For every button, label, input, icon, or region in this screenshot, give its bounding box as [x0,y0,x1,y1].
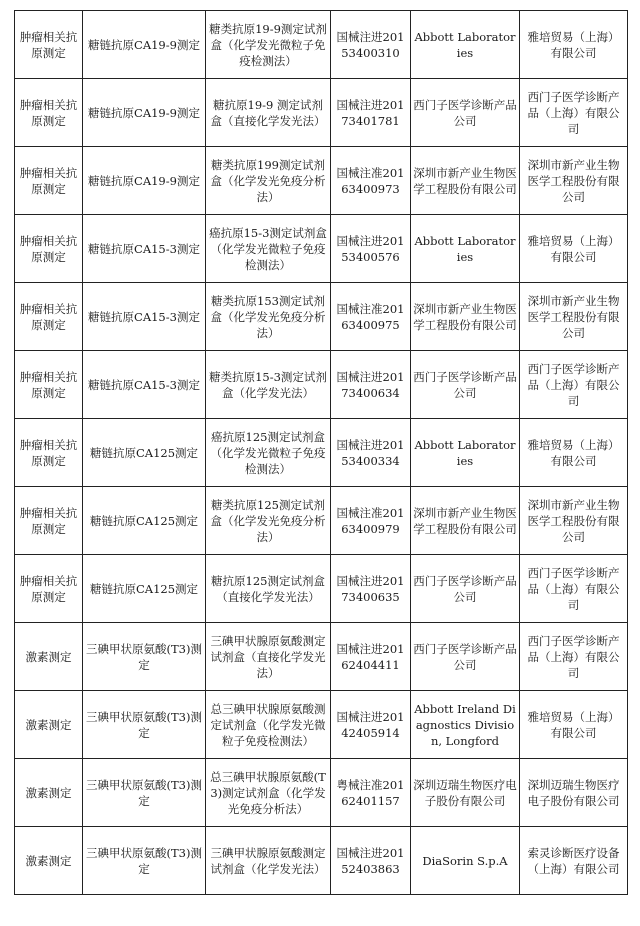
agent-cell: 西门子医学诊断产品（上海）有限公司 [520,79,628,147]
manufacturer-cell: Abbott Laboratories [411,419,520,487]
test-item-cell: 糖链抗原CA15-3测定 [83,283,206,351]
product-name-cell: 糖抗原19-9 测定试剂盒（直接化学发光法） [206,79,331,147]
registration-number-cell: 国械注进20173400634 [331,351,411,419]
manufacturer-cell: 深圳迈瑞生物医疗电子股份有限公司 [411,759,520,827]
test-item-cell: 三碘甲状原氨酸(T3)测定 [83,691,206,759]
table-row [15,691,628,759]
category-cell: 肿瘤相关抗原测定 [15,351,83,419]
manufacturer-cell: Abbott Laboratories [411,11,520,79]
manufacturer-cell: 深圳市新产业生物医学工程股份有限公司 [411,487,520,555]
category-cell: 肿瘤相关抗原测定 [15,555,83,623]
test-item-cell: 糖链抗原CA15-3测定 [83,215,206,283]
registration-number-cell: 国械注进20153400334 [331,419,411,487]
test-item-cell: 糖链抗原CA19-9测定 [83,147,206,215]
agent-cell: 深圳市新产业生物医学工程股份有限公司 [520,283,628,351]
table-row [15,419,628,487]
category-cell: 肿瘤相关抗原测定 [15,79,83,147]
registration-number-cell: 国械注进20173401781 [331,79,411,147]
category-cell: 肿瘤相关抗原测定 [15,11,83,79]
registration-number-cell: 国械注进20153400576 [331,215,411,283]
table-row [15,79,628,147]
table-row [15,351,628,419]
category-cell: 肿瘤相关抗原测定 [15,215,83,283]
table-row [15,555,628,623]
table-row [15,11,628,79]
registration-table [14,10,628,895]
table-row [15,827,628,895]
category-cell: 肿瘤相关抗原测定 [15,487,83,555]
agent-cell: 雅培贸易（上海）有限公司 [520,691,628,759]
manufacturer-cell: 西门子医学诊断产品公司 [411,555,520,623]
category-cell: 肿瘤相关抗原测定 [15,283,83,351]
agent-cell: 深圳迈瑞生物医疗电子股份有限公司 [520,759,628,827]
test-item-cell: 三碘甲状原氨酸(T3)测定 [83,623,206,691]
category-cell: 肿瘤相关抗原测定 [15,147,83,215]
agent-cell: 雅培贸易（上海）有限公司 [520,215,628,283]
agent-cell: 深圳市新产业生物医学工程股份有限公司 [520,147,628,215]
registration-number-cell: 粤械注准20162401157 [331,759,411,827]
category-cell: 激素测定 [15,691,83,759]
product-name-cell: 总三碘甲状腺原氨酸测定试剂盒（化学发光微粒子免疫检测法） [206,691,331,759]
table-row [15,759,628,827]
test-item-cell: 糖链抗原CA125测定 [83,419,206,487]
test-item-cell: 糖链抗原CA19-9测定 [83,79,206,147]
manufacturer-cell: 深圳市新产业生物医学工程股份有限公司 [411,147,520,215]
registration-number-cell: 国械注进20152403863 [331,827,411,895]
registration-number-cell: 国械注进20142405914 [331,691,411,759]
product-name-cell: 糖类抗原153测定试剂盒（化学发光免疫分析法） [206,283,331,351]
agent-cell: 西门子医学诊断产品（上海）有限公司 [520,351,628,419]
test-item-cell: 糖链抗原CA125测定 [83,487,206,555]
table-row [15,215,628,283]
table-row [15,623,628,691]
table-row [15,487,628,555]
product-name-cell: 糖抗原125测定试剂盒（直接化学发光法） [206,555,331,623]
manufacturer-cell: 西门子医学诊断产品公司 [411,623,520,691]
registration-number-cell: 国械注进20162404411 [331,623,411,691]
agent-cell: 西门子医学诊断产品（上海）有限公司 [520,555,628,623]
manufacturer-cell: 西门子医学诊断产品公司 [411,351,520,419]
category-cell: 肿瘤相关抗原测定 [15,419,83,487]
manufacturer-cell: DiaSorin S.p.A [411,827,520,895]
test-item-cell: 三碘甲状原氨酸(T3)测定 [83,827,206,895]
test-item-cell: 糖链抗原CA19-9测定 [83,11,206,79]
product-name-cell: 糖类抗原125测定试剂盒（化学发光免疫分析法） [206,487,331,555]
test-item-cell: 糖链抗原CA125测定 [83,555,206,623]
registration-number-cell: 国械注进20153400310 [331,11,411,79]
product-name-cell: 糖类抗原19-9测定试剂盒（化学发光微粒子免疫检测法） [206,11,331,79]
registration-number-cell: 国械注准20163400973 [331,147,411,215]
product-name-cell: 糖类抗原199测定试剂盒（化学发光免疫分析法） [206,147,331,215]
product-name-cell: 癌抗原125测定试剂盒（化学发光微粒子免疫检测法） [206,419,331,487]
category-cell: 激素测定 [15,623,83,691]
registration-number-cell: 国械注进20173400635 [331,555,411,623]
table-row [15,147,628,215]
category-cell: 激素测定 [15,759,83,827]
agent-cell: 雅培贸易（上海）有限公司 [520,11,628,79]
product-name-cell: 三碘甲状腺原氨酸测定试剂盒（化学发光法） [206,827,331,895]
registration-number-cell: 国械注准20163400975 [331,283,411,351]
registration-number-cell: 国械注准20163400979 [331,487,411,555]
manufacturer-cell: 西门子医学诊断产品公司 [411,79,520,147]
product-name-cell: 三碘甲状腺原氨酸测定试剂盒（直接化学发光法） [206,623,331,691]
category-cell: 激素测定 [15,827,83,895]
product-name-cell: 糖类抗原15-3测定试剂盒（化学发光法） [206,351,331,419]
manufacturer-cell: 深圳市新产业生物医学工程股份有限公司 [411,283,520,351]
table-row [15,283,628,351]
agent-cell: 西门子医学诊断产品（上海）有限公司 [520,623,628,691]
manufacturer-cell: Abbott Laboratories [411,215,520,283]
test-item-cell: 糖链抗原CA15-3测定 [83,351,206,419]
agent-cell: 索灵诊断医疗设备（上海）有限公司 [520,827,628,895]
agent-cell: 深圳市新产业生物医学工程股份有限公司 [520,487,628,555]
test-item-cell: 三碘甲状原氨酸(T3)测定 [83,759,206,827]
product-name-cell: 总三碘甲状腺原氨酸(T3)测定试剂盒（化学发光免疫分析法） [206,759,331,827]
product-name-cell: 癌抗原15-3测定试剂盒（化学发光微粒子免疫检测法） [206,215,331,283]
agent-cell: 雅培贸易（上海）有限公司 [520,419,628,487]
manufacturer-cell: Abbott Ireland Diagnostics Division, Longford [411,691,520,759]
